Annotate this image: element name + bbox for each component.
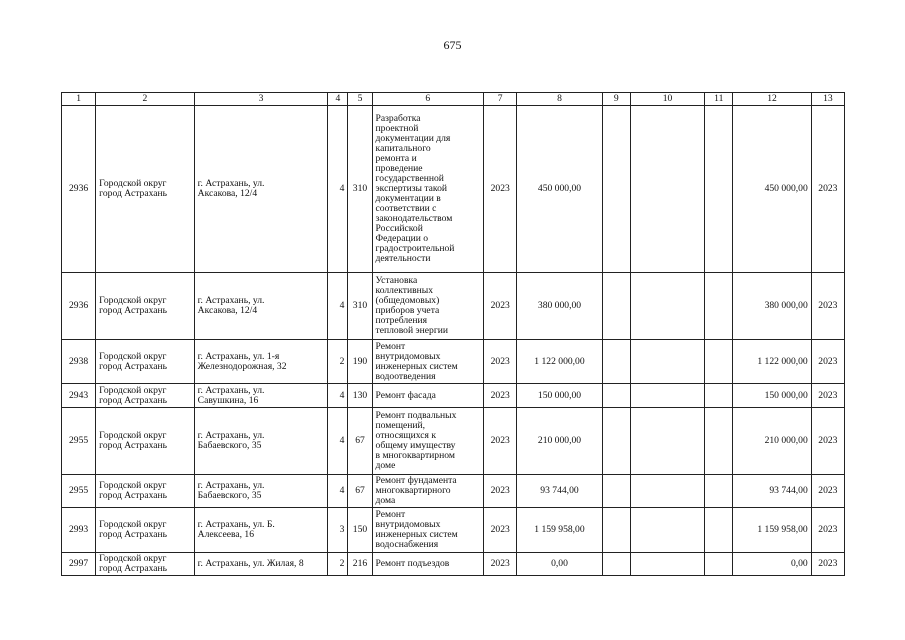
table-cell: 2936 <box>62 106 96 273</box>
table-cell: 150 <box>348 508 372 553</box>
table-cell <box>602 273 630 340</box>
table-cell <box>630 106 704 273</box>
table-cell: Городской округ город Астрахань <box>96 475 195 508</box>
column-header-4: 4 <box>328 93 348 106</box>
column-header-9: 9 <box>602 93 630 106</box>
table-cell <box>705 384 733 408</box>
table-cell: 2936 <box>62 273 96 340</box>
table-row <box>62 384 845 408</box>
table-cell: Ремонт фасада <box>372 384 484 408</box>
table-row <box>62 475 845 508</box>
table-cell <box>602 106 630 273</box>
table-cell: 4 <box>328 384 348 408</box>
table-row <box>62 273 845 340</box>
table-cell <box>630 384 704 408</box>
table-cell: 67 <box>348 408 372 475</box>
table-cell <box>630 408 704 475</box>
table-cell: 2023 <box>484 106 517 273</box>
table-cell: 4 <box>328 273 348 340</box>
table-cell: 3 <box>328 508 348 553</box>
table-cell: 2023 <box>811 408 844 475</box>
column-header-12: 12 <box>733 93 811 106</box>
column-header-7: 7 <box>484 93 517 106</box>
column-header-11: 11 <box>705 93 733 106</box>
table-cell: 2023 <box>484 408 517 475</box>
table-cell: 2023 <box>484 508 517 553</box>
table-cell: 93 744,00 <box>733 475 811 508</box>
table-cell: Ремонт внутридомовых инженерных систем водоснабжения <box>372 508 484 553</box>
table-cell: 2955 <box>62 408 96 475</box>
table-cell <box>705 273 733 340</box>
table-cell: 190 <box>348 340 372 384</box>
table-cell: 2023 <box>811 106 844 273</box>
table-cell: Городской округ город Астрахань <box>96 408 195 475</box>
table-cell: 210 000,00 <box>517 408 602 475</box>
table-cell: 2997 <box>62 553 96 576</box>
table-header-row <box>62 93 845 106</box>
table-row <box>62 340 845 384</box>
table-cell <box>602 508 630 553</box>
table-cell <box>705 408 733 475</box>
table-cell: 216 <box>348 553 372 576</box>
table-cell: 1 159 958,00 <box>733 508 811 553</box>
table-cell <box>705 553 733 576</box>
table-cell: 2023 <box>811 475 844 508</box>
column-header-3: 3 <box>194 93 328 106</box>
table-cell: Ремонт внутридомовых инженерных систем водоотведения <box>372 340 484 384</box>
table-cell: 150 000,00 <box>733 384 811 408</box>
table-cell: 2943 <box>62 384 96 408</box>
table-cell: г. Астрахань, ул. Аксакова, 12/4 <box>194 106 328 273</box>
table-cell: 150 000,00 <box>517 384 602 408</box>
table-cell: 2938 <box>62 340 96 384</box>
table-cell: 2955 <box>62 475 96 508</box>
table-cell: 2 <box>328 340 348 384</box>
table-cell: Городской округ город Астрахань <box>96 340 195 384</box>
table-cell <box>602 553 630 576</box>
table-cell: 2023 <box>811 553 844 576</box>
table-cell: 2993 <box>62 508 96 553</box>
table-cell <box>602 340 630 384</box>
column-header-13: 13 <box>811 93 844 106</box>
table-row <box>62 508 845 553</box>
table-cell: 67 <box>348 475 372 508</box>
table-cell: 2023 <box>484 384 517 408</box>
table-cell: Ремонт подъездов <box>372 553 484 576</box>
table-cell: г. Астрахань, ул. Б. Алексеева, 16 <box>194 508 328 553</box>
table-cell: г. Астрахань, ул. Савушкина, 16 <box>194 384 328 408</box>
table-cell: 2023 <box>811 508 844 553</box>
column-header-8: 8 <box>517 93 602 106</box>
table-cell: 2023 <box>811 340 844 384</box>
table-cell <box>630 273 704 340</box>
table-cell: Разработка проектной документации для капитального ремонта и проведение государственной экспертизы такой документации в соответствии с законодательством Российской Федерации о градостроительной деятельности <box>372 106 484 273</box>
table-cell <box>705 340 733 384</box>
table-cell <box>630 508 704 553</box>
table-cell: 2023 <box>484 553 517 576</box>
table-cell: Ремонт фундамента многоквартирного дома <box>372 475 484 508</box>
table-cell: 380 000,00 <box>733 273 811 340</box>
table-cell: Городской округ город Астрахань <box>96 508 195 553</box>
table-cell: г. Астрахань, ул. Жилая, 8 <box>194 553 328 576</box>
table-cell: Ремонт подвальных помещений, относящихся к общему имуществу в многоквартирном доме <box>372 408 484 475</box>
column-header-10: 10 <box>630 93 704 106</box>
table-cell: 2023 <box>484 475 517 508</box>
table-cell: Городской округ город Астрахань <box>96 106 195 273</box>
table-cell <box>602 408 630 475</box>
column-header-1: 1 <box>62 93 96 106</box>
table-cell: г. Астрахань, ул. Бабаевского, 35 <box>194 475 328 508</box>
column-header-2: 2 <box>96 93 195 106</box>
table-row <box>62 408 845 475</box>
table-cell <box>630 475 704 508</box>
table-cell: 93 744,00 <box>517 475 602 508</box>
table-cell <box>705 106 733 273</box>
table-cell: 1 122 000,00 <box>733 340 811 384</box>
table-cell: 1 159 958,00 <box>517 508 602 553</box>
table-cell: 310 <box>348 106 372 273</box>
table-cell: 2 <box>328 553 348 576</box>
table-cell: Установка коллективных (общедомовых) приборов учета потребления тепловой энергии <box>372 273 484 340</box>
table-cell: 450 000,00 <box>733 106 811 273</box>
table-cell: 380 000,00 <box>517 273 602 340</box>
table-cell <box>630 340 704 384</box>
table-cell: 2023 <box>484 340 517 384</box>
table-cell: Городской округ город Астрахань <box>96 384 195 408</box>
table-cell: 210 000,00 <box>733 408 811 475</box>
column-header-5: 5 <box>348 93 372 106</box>
repair-program-table <box>61 92 845 576</box>
table-cell: 4 <box>328 106 348 273</box>
table-cell: 4 <box>328 475 348 508</box>
table-cell: 1 122 000,00 <box>517 340 602 384</box>
page-number: 675 <box>443 38 462 52</box>
table-cell: 130 <box>348 384 372 408</box>
table-row <box>62 553 845 576</box>
table-cell <box>705 475 733 508</box>
table-cell <box>602 384 630 408</box>
table-cell <box>630 553 704 576</box>
table-cell: Городской округ город Астрахань <box>96 553 195 576</box>
table-cell: 2023 <box>484 273 517 340</box>
table-cell: 0,00 <box>517 553 602 576</box>
table-cell: 2023 <box>811 273 844 340</box>
table-cell: Городской округ город Астрахань <box>96 273 195 340</box>
column-header-6: 6 <box>372 93 484 106</box>
table-cell: 450 000,00 <box>517 106 602 273</box>
table-cell: 4 <box>328 408 348 475</box>
table-cell: 0,00 <box>733 553 811 576</box>
table-cell: г. Астрахань, ул. Бабаевского, 35 <box>194 408 328 475</box>
table-cell <box>602 475 630 508</box>
table-cell: 2023 <box>811 384 844 408</box>
table-cell: г. Астрахань, ул. 1-я Железнодорожная, 32 <box>194 340 328 384</box>
table-cell <box>705 508 733 553</box>
table-row <box>62 106 845 273</box>
table-cell: г. Астрахань, ул. Аксакова, 12/4 <box>194 273 328 340</box>
table-cell: 310 <box>348 273 372 340</box>
